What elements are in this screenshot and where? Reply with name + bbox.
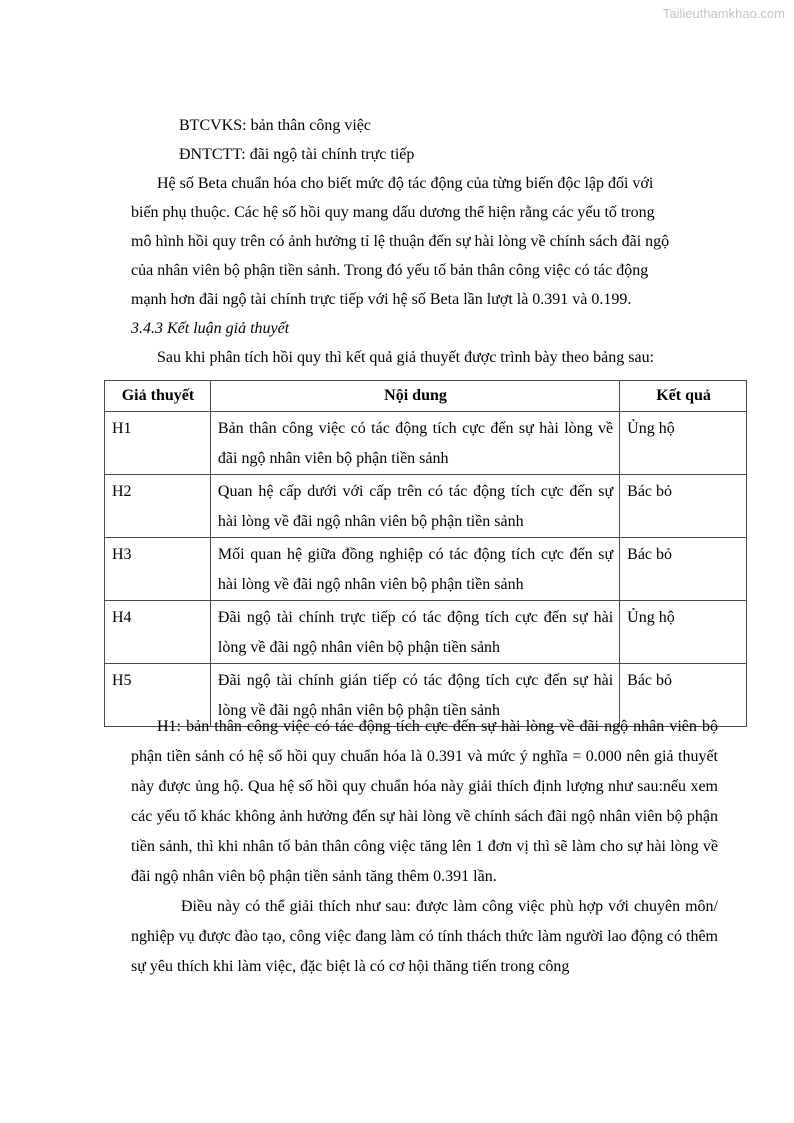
table-row — [105, 538, 747, 601]
hypothesis-result: Bác bỏ — [620, 664, 747, 727]
explain-paragraph: Điều này có thể giải thích như sau: được làm công việc phù hợp với chuyên môn/ nghiệp vụ được đào tạo, công việc đang làm có tính thách thức làm người lao động có thêm sự yêu thích khi làm việc, đặc biệt là có cơ hội thăng tiến trong công — [131, 898, 718, 975]
table-intro: Sau khi phân tích hồi quy thì kết quả giả thuyết được trình bày theo bảng sau: — [157, 349, 655, 366]
beta-paragraph-line: của nhân viên bộ phận tiền sảnh. Trong đó yếu tố bản thân công việc có tác động — [131, 262, 649, 279]
beta-paragraph-line: biến phụ thuộc. Các hệ số hồi quy mang dấu dương thể hiện rằng các yếu tố trong — [131, 204, 655, 221]
watermark: Tailieuthamkhao.com — [662, 6, 785, 21]
beta-paragraph-line: Hệ số Beta chuẩn hóa cho biết mức độ tác động của từng biến độc lập đối với — [157, 175, 654, 192]
hypothesis-result: Ủng hộ — [620, 412, 747, 475]
hypothesis-content: Đãi ngộ tài chính trực tiếp có tác động tích cực đến sự hài lòng về đãi ngộ nhân viên bộ phận tiền sảnh — [210, 601, 619, 664]
header-result: Kết quả — [620, 381, 747, 412]
hypothesis-content: Mối quan hệ giữa đồng nghiệp có tác động tích cực đến sự hài lòng về đãi ngộ nhân viên bộ phận tiền sảnh — [210, 538, 619, 601]
hypothesis-table — [104, 380, 747, 727]
hypothesis-id: H3 — [105, 538, 211, 601]
abbreviation-btcvks: BTCVKS: bản thân công việc — [179, 117, 371, 134]
hypothesis-result: Bác bỏ — [620, 538, 747, 601]
hypothesis-result: Bác bỏ — [620, 475, 747, 538]
table-row — [105, 412, 747, 475]
table-row — [105, 475, 747, 538]
section-heading: 3.4.3 Kết luận giả thuyết — [131, 320, 290, 337]
hypothesis-content: Đãi ngộ tài chính gián tiếp có tác động tích cực đến sự hài lòng về đãi ngộ nhân viên bộ phận tiền sảnh — [210, 664, 619, 727]
hypothesis-id: H4 — [105, 601, 211, 664]
beta-paragraph-line: mạnh hơn đãi ngộ tài chính trực tiếp với hệ số Beta lần lượt là 0.391 và 0.199. — [131, 291, 632, 308]
h1-paragraph: H1: bản thân công việc có tác động tích cực đến sự hài lòng về đãi ngộ nhân viên bộ phận tiền sảnh có hệ số hồi quy chuẩn hóa là 0.391 và mức ý nghĩa = 0.000 nên giả thuyết này được ủng hộ. Qua hệ số hồi quy chuẩn hóa này giải thích định lượng như sau:nếu xem các yếu tố khác không ảnh hưởng đến sự hài lòng về chính sách đãi ngộ nhân viên bộ phận tiền sảnh, thì khi nhân tố bản thân công việc tăng lên 1 đơn vị thì sẽ làm cho sự hài lòng về đãi ngộ nhân viên bộ phận tiền sảnh tăng thêm 0.391 lần. — [131, 718, 718, 885]
analysis-section — [131, 712, 718, 982]
table-header-row — [105, 381, 747, 412]
document-body — [131, 111, 718, 372]
abbreviation-dntctt: ĐNTCTT: đãi ngộ tài chính trực tiếp — [179, 146, 415, 163]
hypothesis-id: H5 — [105, 664, 211, 727]
beta-paragraph-line: mô hình hồi quy trên có ảnh hưởng tỉ lệ thuận đến sự hài lòng về chính sách đãi ngộ — [131, 233, 670, 250]
table-row — [105, 601, 747, 664]
header-content: Nội dung — [210, 381, 619, 412]
hypothesis-id: H1 — [105, 412, 211, 475]
hypothesis-id: H2 — [105, 475, 211, 538]
hypothesis-result: Ủng hộ — [620, 601, 747, 664]
hypothesis-content: Bản thân công việc có tác động tích cực đến sự hài lòng về đãi ngộ nhân viên bộ phận tiền sảnh — [210, 412, 619, 475]
header-hypothesis: Giả thuyết — [105, 381, 211, 412]
hypothesis-content: Quan hệ cấp dưới với cấp trên có tác động tích cực đến sự hài lòng về đãi ngộ nhân viên bộ phận tiền sảnh — [210, 475, 619, 538]
